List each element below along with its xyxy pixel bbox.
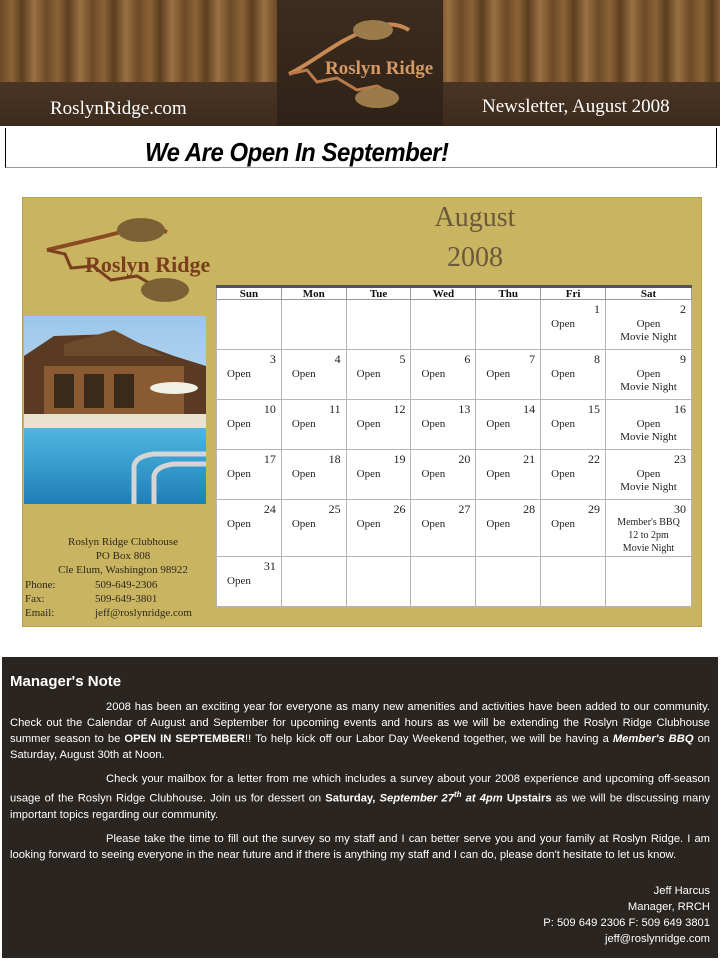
calendar-day-cell (541, 400, 606, 450)
newsletter-issue: Newsletter, August 2008 (482, 96, 670, 117)
calendar-day-cell (541, 300, 606, 350)
calendar-week-row (217, 350, 692, 400)
calendar-day-cell (476, 557, 541, 607)
calendar-logo-wordmark: Roslyn Ridge (85, 252, 211, 277)
day-event: Open (291, 418, 316, 430)
calendar-day-cell (217, 400, 282, 450)
day-number: 17 (263, 452, 276, 466)
email-label: Email: (25, 607, 55, 619)
calendar-panel (22, 197, 702, 627)
day-number: 27 (458, 502, 471, 516)
day-number: 20 (458, 452, 471, 466)
day-number: 26 (393, 502, 406, 516)
day-number: 14 (523, 402, 536, 416)
day-event: Open (356, 418, 381, 430)
day-event: Open (356, 468, 381, 480)
note-text-run: as we will be discussing many important topics regarding our community. (10, 792, 711, 821)
day-number: 1 (594, 302, 600, 316)
day-event: Open Movie Night (620, 368, 677, 393)
day-event: Open Movie Night (620, 418, 677, 443)
day-number: 23 (674, 452, 686, 466)
day-number: 12 (393, 402, 406, 416)
calendar-body (217, 300, 692, 607)
day-event: Open (356, 368, 381, 380)
day-event: Open (227, 368, 251, 380)
calendar-day-cell (217, 300, 282, 350)
day-number: 13 (458, 402, 471, 416)
note-text-run: Saturday, (325, 792, 380, 805)
signature-phones: P: 509 649 2306 F: 509 649 3801 (543, 917, 710, 929)
managers-note (2, 657, 718, 958)
day-event: Open (551, 468, 575, 480)
day-event: Open (227, 468, 251, 480)
day-number: 3 (269, 352, 276, 366)
calendar-week-row (217, 500, 692, 557)
day-event: Open (421, 418, 446, 430)
fax-value: 509-649-3801 (95, 593, 158, 605)
calendar-day-cell (606, 450, 692, 500)
day-event: Open (291, 368, 316, 380)
logo-wordmark: Roslyn Ridge (325, 58, 434, 79)
clubhouse-pool-image-icon (24, 316, 206, 504)
fax-label: Fax: (25, 593, 45, 605)
calendar-day-cell (541, 500, 606, 557)
day-event: Open (356, 518, 381, 530)
day-event: Open (421, 368, 446, 380)
day-number: 16 (674, 402, 686, 416)
day-number: 21 (523, 452, 536, 466)
day-number: 18 (328, 452, 341, 466)
calendar-day-cell (541, 450, 606, 500)
signature-title: Manager, RRCH (627, 901, 710, 913)
calendar-day-cell (281, 557, 346, 607)
calendar-day-cell (281, 450, 346, 500)
day-number: 29 (588, 502, 600, 516)
day-event: Open (551, 368, 575, 380)
day-number: 28 (523, 502, 536, 516)
calendar-day-cell (217, 450, 282, 500)
day-number: 5 (399, 352, 406, 366)
calendar-day-cell (346, 500, 411, 557)
calendar-day-cell (476, 450, 541, 500)
address-city: Cle Elum, Washington 98922 (58, 564, 188, 576)
calendar-week-row (217, 557, 692, 607)
note-paragraph-3: Please take the time to fill out the survey so my staff and I can better serve you and your family at Roslyn Ridge. I am looking forward to seeing everyone in the near future and if there is anything my staff and I can do, please don't hesitate to let us know. (10, 832, 710, 861)
day-number: 25 (328, 502, 341, 516)
note-paragraph-1 (10, 699, 710, 763)
phone-label: Phone: (25, 579, 56, 591)
day-number: 2 (680, 302, 686, 316)
day-event: Open (421, 468, 446, 480)
calendar-day-cell (411, 500, 476, 557)
calendar-day-cell (346, 350, 411, 400)
address-po-box: PO Box 808 (95, 550, 151, 562)
calendar-day-cell (476, 500, 541, 557)
day-event: Open (291, 468, 316, 480)
address-name: Roslyn Ridge Clubhouse (67, 536, 178, 548)
day-event: Open (227, 418, 251, 430)
calendar-week-row (217, 400, 692, 450)
day-event: Member's BBQ 12 to 2pm Movie Night (617, 517, 680, 554)
day-event: Open (486, 468, 511, 480)
calendar-day-cell (217, 557, 282, 607)
day-number: 15 (588, 402, 600, 416)
day-number: 19 (393, 452, 406, 466)
calendar-day-cell (476, 350, 541, 400)
roslyn-ridge-logo-icon (277, 0, 443, 126)
calendar-day-cell (281, 500, 346, 557)
day-number: 7 (529, 352, 536, 366)
calendar-week-row (217, 300, 692, 350)
signature-block (543, 883, 710, 947)
calendar-month: August (434, 202, 516, 233)
day-number: 9 (680, 352, 686, 366)
day-event: Open (486, 418, 511, 430)
weekday-header: Wed (411, 287, 476, 300)
calendar-grid (216, 285, 692, 607)
note-title: Manager's Note (10, 673, 122, 690)
newsletter-header (0, 0, 720, 126)
calendar-day-cell (217, 500, 282, 557)
day-number: 10 (263, 402, 276, 416)
signature-name: Jeff Harcus (653, 885, 710, 897)
phone-value: 509-649-2306 (95, 579, 158, 591)
header-logo (277, 0, 443, 126)
day-event: Open Movie Night (620, 468, 677, 493)
calendar-day-cell (411, 300, 476, 350)
calendar-day-cell (606, 300, 692, 350)
note-text-run: !! To help kick off our Labor Day Weekend together, we will be having a (245, 733, 613, 745)
day-event: Open (227, 518, 251, 530)
note-text-run: at 4pm (461, 792, 503, 805)
calendar-logo-icon (41, 210, 217, 310)
calendar-day-cell (606, 400, 692, 450)
calendar-day-cell (281, 400, 346, 450)
note-text-run: September 27 (379, 792, 454, 805)
weekday-header: Mon (281, 287, 346, 300)
day-event: Open (551, 418, 575, 430)
day-number: 31 (263, 559, 276, 573)
note-text-run: Upstairs (502, 792, 552, 805)
note-text-run: OPEN IN SEPTEMBER (124, 733, 246, 745)
calendar-day-cell (346, 300, 411, 350)
weekday-header: Sat (606, 287, 692, 300)
day-number: 30 (674, 502, 686, 516)
calendar-day-cell (476, 300, 541, 350)
calendar-day-cell (346, 400, 411, 450)
calendar-day-cell (411, 450, 476, 500)
weekday-header: Fri (541, 287, 606, 300)
day-event: Open (227, 575, 251, 587)
calendar-day-cell (606, 350, 692, 400)
calendar-day-cell (217, 350, 282, 400)
calendar-day-cell (476, 400, 541, 450)
day-number: 4 (334, 352, 341, 366)
day-event: Open (421, 518, 446, 530)
day-event: Open (291, 518, 316, 530)
day-number: 22 (588, 452, 600, 466)
calendar-year: 2008 (447, 242, 503, 273)
calendar-day-cell (346, 450, 411, 500)
signature-email[interactable]: jeff@roslynridge.com (604, 933, 710, 945)
calendar-day-cell (346, 557, 411, 607)
weekday-header: Sun (217, 287, 282, 300)
calendar-day-cell (541, 350, 606, 400)
note-text-run: 2008 has been an exciting year for everyone as many new amenities and activities have been added to our community. Check out the Calendar of August and September for upcoming events and hours as we will be extending the Roslyn Ridge Clubhouse summer season to be (10, 701, 710, 745)
weekday-header: Tue (346, 287, 411, 300)
note-body (10, 699, 710, 871)
calendar-day-cell (541, 557, 606, 607)
calendar-day-cell (411, 400, 476, 450)
calendar-day-cell (281, 350, 346, 400)
day-number: 6 (464, 352, 471, 366)
day-event: Open (551, 518, 575, 530)
day-number: 24 (263, 502, 276, 516)
clubhouse-photo (24, 316, 206, 504)
day-event: Open (486, 368, 511, 380)
calendar-day-cell (606, 500, 692, 557)
email-value[interactable]: jeff@roslynridge.com (95, 607, 192, 619)
day-event: Open (551, 318, 575, 330)
calendar-day-cell (411, 557, 476, 607)
day-number: 11 (329, 402, 341, 416)
calendar-day-cell (606, 557, 692, 607)
calendar-week-row (217, 450, 692, 500)
note-paragraph-2 (10, 771, 710, 823)
day-event: Open Movie Night (620, 318, 677, 343)
weekday-header-row (217, 287, 692, 300)
site-url[interactable]: RoslynRidge.com (50, 98, 187, 119)
calendar-day-cell (411, 350, 476, 400)
note-text-run: th (453, 790, 462, 799)
calendar-day-cell (281, 300, 346, 350)
note-text-run: Member's BBQ (612, 733, 694, 745)
day-number: 8 (594, 352, 600, 366)
day-event: Open (486, 518, 511, 530)
note-text-run: Check your mailbox for a letter from me which includes a survey about your 2008 experience and upcoming off-season usage of the Roslyn Ridge Clubhouse. Join us for dessert on (10, 773, 710, 805)
note-text-run: on Saturday, August 30th at Noon. (10, 733, 711, 761)
headline: We Are Open In September! (145, 137, 449, 167)
weekday-header: Thu (476, 287, 541, 300)
